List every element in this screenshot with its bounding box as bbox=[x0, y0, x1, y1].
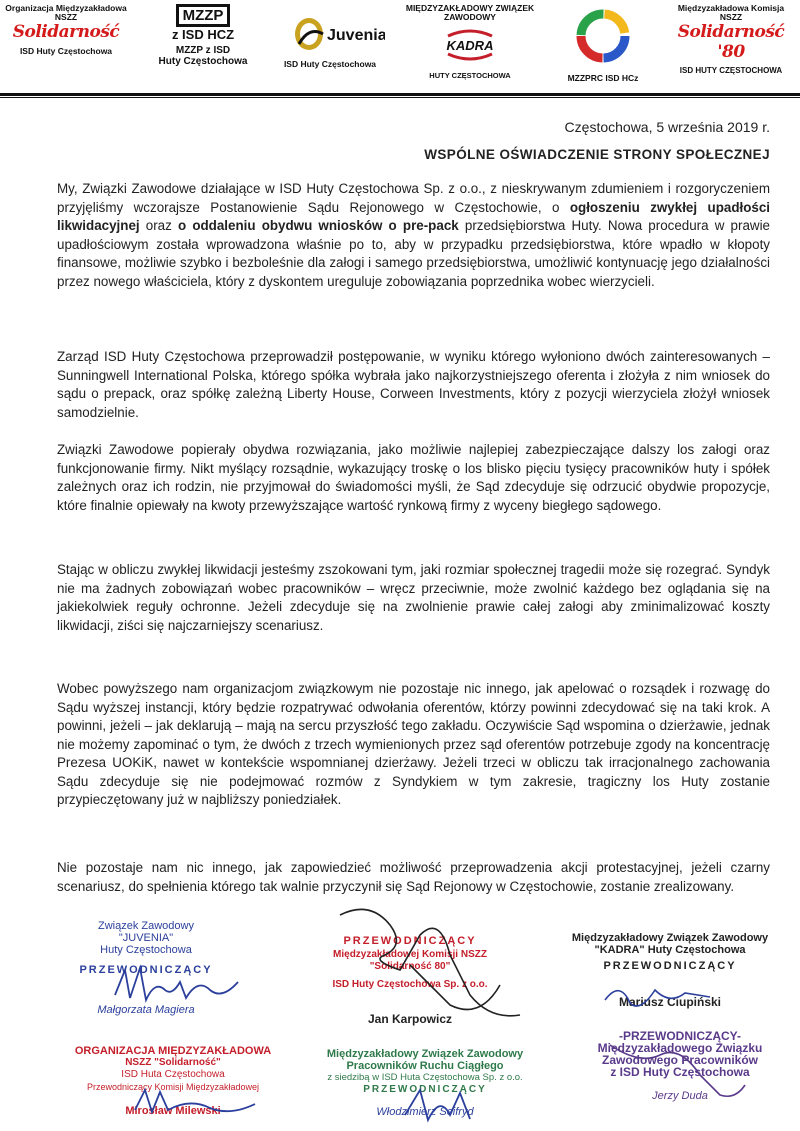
logo1-nszz: NSZZ bbox=[54, 12, 78, 22]
logo4-caption: HUTY CZĘSTOCHOWA bbox=[429, 71, 511, 80]
juvenia-name: Małgorzata Magiera bbox=[97, 1004, 195, 1016]
logo2-caption-line2: Huty Częstochowa bbox=[158, 56, 248, 67]
kadra-role: PRZEWODNICZĄCY bbox=[603, 960, 737, 972]
p1-bold-a: ogłoszeniu zwykłej upadłości likwidacyjnej bbox=[57, 199, 771, 233]
logo4-mark: KADRA bbox=[446, 38, 494, 53]
paragraph-2: Zarząd ISD Huty Częstochowa przeprowadził postępowanie, w wyniku którego wyłoniono dwóch zainteresowanych – Sunningwell International Polska, którego spółka wybrała jako najkorzystniejszego oferenta i złożyła z nim wniosek do sądu o prepack, oraz spółkę zależną Liberty House, Corween Investments, który z pozycji wierzyciela złożył wniosek samodzielnie. bbox=[57, 349, 770, 420]
kadra-handwritten-signature bbox=[600, 975, 730, 1015]
logo5-caption: MZZPRC ISD HCz bbox=[567, 73, 639, 83]
juvenia-role: PRZEWODNICZĄCY bbox=[79, 964, 213, 976]
ruch-role: PRZEWODNICZĄCY bbox=[363, 1084, 487, 1095]
solidarnosc-line3: ISD Huta Częstochowa bbox=[121, 1069, 225, 1080]
ruch-line2: Pracowników Ruchu Ciągłego bbox=[346, 1060, 504, 1072]
juvenia-line1: Związek Zawodowy bbox=[98, 920, 194, 932]
p1-bold-b: o oddaleniu obydwu wniosków o pre-pack bbox=[177, 218, 459, 233]
solidarnosc-line2: NSZZ "Solidarność" bbox=[125, 1057, 221, 1068]
center-line2: "Solidarność 80" bbox=[369, 961, 451, 972]
logo1-top: Organizacja Międzyzakładowa bbox=[5, 3, 127, 13]
mzzp-line1: Międzyzakładowego Związku bbox=[597, 1041, 763, 1055]
logo-mzzp bbox=[148, 4, 258, 67]
logo6-mark: Solidarność '80 bbox=[677, 22, 785, 62]
center-role: PRZEWODNICZĄCY bbox=[343, 935, 477, 947]
logo6-top-line1: Międzyzakładowa Komisja bbox=[677, 3, 785, 13]
ruch-handwritten-signature bbox=[400, 1085, 490, 1125]
logo4-top-line1: MIĘDZYZAKŁADOWY ZWIĄZEK bbox=[405, 3, 535, 13]
logo2-caption-line1: MZZP z ISD bbox=[175, 45, 231, 56]
logo1-caption: ISD Huty Częstochowa bbox=[19, 46, 113, 56]
logo-solidarnosc bbox=[2, 4, 130, 56]
logo3-caption: ISD Huty Częstochowa bbox=[283, 59, 377, 69]
mzzp-line2: Zawodowego Pracowników bbox=[601, 1053, 759, 1067]
logo-juvenia bbox=[270, 4, 390, 69]
paragraph-5: Wobec powyższego nam organizacjom związkowym nie pozostaje nic innego, jak apelować o rozsądek i rozwagę do Sądu wyższej instancji, który będzie rozpatrywać odwołania oferentów, którzy powinni zdecydować się na taki krok. A powinni, jeżeli – jak deklarują – mają na sercu przyszłość tego zakładu. Oczywiście Sąd wspomina o dzierżawie, jednak nie możemy zapominać o tym, że dwóch z trzech wymienionych przez sąd oferentów potrzebuje zgody na koncentrację Prezesa UOKiK, nawet w kontekście wspomnianej dzierżawy. Jeżeli trzeci w obliczu tak irracjonalnego zachowania Sądu zdecyduje się nie podejmować rozmów z Syndykiem w tym zakresie, tragiczny los Huty zostanie przypieczętowany już w najbliższy poniedziałek. bbox=[57, 681, 770, 807]
logo2-mark-line1: MZZP bbox=[176, 4, 231, 27]
center-name: Jan Karpowicz bbox=[367, 1012, 453, 1026]
ruch-line1: Międzyzakładowy Związek Zawodowy bbox=[326, 1048, 524, 1060]
kadra-name: Mariusz Ciupiński bbox=[618, 995, 722, 1009]
juvenia-line2: "JUVENIA" bbox=[118, 932, 174, 944]
p1-text-b: oraz bbox=[139, 218, 178, 233]
juvenia-line3: Huty Częstochowa bbox=[100, 944, 192, 956]
mzzp-line3: z ISD Huty Częstochowa bbox=[610, 1065, 750, 1079]
mzzp-name: Jerzy Duda bbox=[652, 1090, 708, 1102]
logo-mzzprc bbox=[548, 4, 658, 83]
p1-text-a: My, Związki Zawodowe działające w ISD Huty Częstochowa Sp. z o.o., z nieskrywanym zdumieniem i rozgoryczeniem przyjęliśmy wczorajsze Postanowienie Sądu Rejonowego w Częstochowie, o bbox=[57, 181, 770, 215]
logo6-caption: ISD HUTY CZĘSTOCHOWA bbox=[679, 66, 783, 75]
logo3-mark: Juvenia bbox=[327, 27, 385, 44]
center-line1: Międzyzakładowej Komisji NSZZ bbox=[333, 949, 487, 960]
ruch-name: Włodzimierz Seifryd bbox=[376, 1106, 474, 1118]
document-date: Częstochowa, 5 września 2019 r. bbox=[564, 119, 770, 135]
logo1-mark: Solidarność bbox=[12, 22, 120, 42]
paragraph-1 bbox=[57, 180, 770, 291]
logo4-top-line2: ZAWODOWY bbox=[444, 12, 496, 22]
p1-text-c: przedsiębiorstwa Huty. Nowa procedura w prawie upadłościowym została wprowadzona właśnie po to, aby w przypadku przedsiębiorstwa, które wpadło w kłopoty finansowe, możliwie szybko i bezboleśnie dla załogi i samego przedsiębiorstwa, umożliwić kontynuację jego działalności przez nowego właściciela, który z dyskontem ureguluje zobowiązania poprzednika wobec wierzycieli. bbox=[57, 218, 770, 289]
kadra-mark-icon bbox=[430, 22, 510, 66]
juvenia-mark-icon bbox=[275, 4, 385, 54]
center-line3: ISD Huty Częstochowa Sp. z o.o. bbox=[332, 979, 488, 990]
solidarnosc-line1: ORGANIZACJA MIĘDZYZAKŁADOWA bbox=[74, 1045, 272, 1057]
solidarnosc-line4: Przewodniczący Komisji Międzyzakładowej bbox=[86, 1082, 260, 1092]
solidarnosc-name: Mirosław Milewski bbox=[125, 1105, 221, 1117]
mzzp-role: -PRZEWODNICZĄCY- bbox=[619, 1029, 741, 1043]
logo-solidarnosc-80 bbox=[664, 4, 798, 76]
logo6-nszz: NSZZ bbox=[719, 12, 743, 22]
letterhead bbox=[0, 0, 800, 96]
juvenia-handwritten-signature bbox=[110, 960, 250, 1010]
paragraph-4: Stając w obliczu zwykłej likwidacji jesteśmy zszokowani tym, jaki rozmiar społecznej tragedii może się rozegrać. Syndyk nie ma żadnych zobowiązań wobec pracowników – wręcz przeciwnie, może zwolnić każdego bez oglądania się na jakiekolwiek reguły ochronne. Jeżeli zdecyduje się na zwolnienie prawie całej załogi aby zminimalizować koszty likwidacji, ziści się najczarniejszy scenariusz. bbox=[57, 562, 770, 633]
mzzprc-circle-icon bbox=[571, 4, 635, 68]
ruch-line3: z siedzibą w ISD Huta Częstochowa Sp. z o.o. bbox=[327, 1072, 523, 1083]
kadra-line1: Międzyzakładowy Związek Zawodowy bbox=[571, 932, 769, 944]
center-handwritten-signature bbox=[330, 895, 550, 1025]
logo2-mark-line2: z ISD HCZ bbox=[171, 27, 235, 42]
document-title: WSPÓLNE OŚWIADCZENIE STRONY SPOŁECZNEJ bbox=[424, 147, 770, 162]
solidarnosc-handwritten-signature bbox=[130, 1080, 270, 1120]
logo-kadra bbox=[400, 4, 540, 81]
header-divider-thin bbox=[0, 97, 800, 98]
paragraph-3: Związki Zawodowe popierały obydwa rozwiązania, jako możliwie najlepiej zabezpieczające dalszy los załogi oraz funkcjonowanie firmy. Nikt myślący rozsądnie, wykazujący troskę o los blisko pięciu tysięcy pracowników huty i spółek zależnych oraz ich rodzin, nie przyjmował do świadomości myśli, że Sąd zdecyduje się odrzucić obydwie propozycje, które finalnie opiewały na kwoty przewyższające wartość rynkową firmy z wyceny biegłego sądowego. bbox=[57, 442, 770, 513]
paragraph-6: Nie pozostaje nam nic innego, jak zapowiedzieć możliwość przeprowadzenia akcji protestacyjnej, jeżeli czarny scenariusz, do spełnienia którego tak walnie przyczynił się Sąd Rejonowy w Częstochowie, zostanie zrealizowany. bbox=[57, 860, 770, 894]
kadra-line2: "KADRA" Huty Częstochowa bbox=[594, 944, 746, 956]
header-divider bbox=[0, 93, 800, 96]
mzzp-handwritten-signature bbox=[600, 1035, 750, 1105]
